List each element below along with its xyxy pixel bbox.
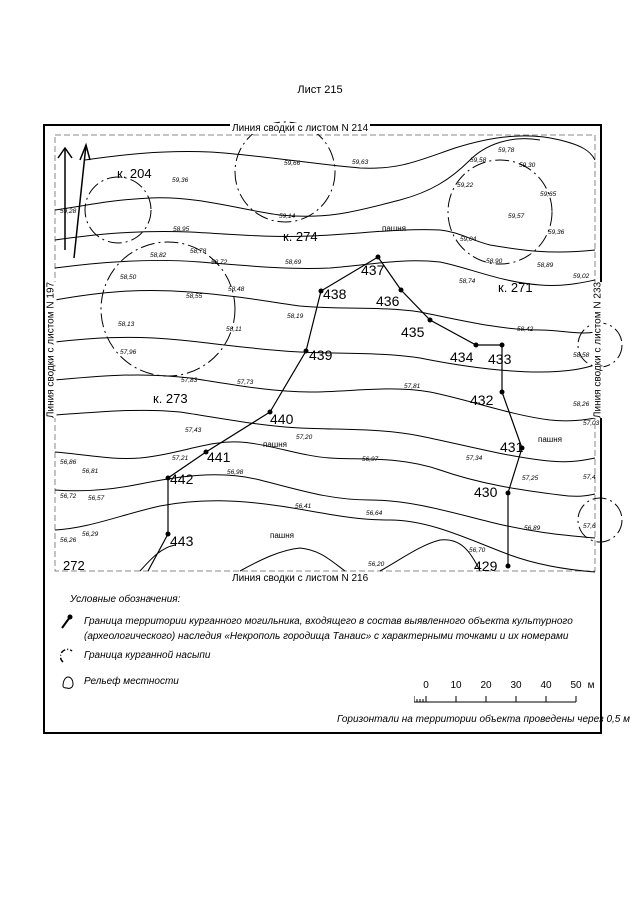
left-join-label: Линия сводки с листом N 197 [45, 281, 57, 419]
elevation: 57,03 [583, 420, 600, 427]
elevation: 59,14 [279, 213, 296, 220]
elevation: 58,58 [573, 352, 590, 359]
scale-tick-label: 30 [510, 680, 522, 691]
contour-interval-note: Горизонтали на территории объекта проведены через 0,5 м [336, 714, 630, 725]
elevation: 58,69 [285, 259, 302, 266]
point-label: 435 [401, 324, 425, 340]
point-label: 439 [309, 347, 333, 363]
legend-title: Условные обозначения: [70, 594, 181, 605]
field-label: пашня [270, 531, 294, 540]
elevation: 56,98 [227, 469, 244, 476]
mound-boundary [578, 498, 622, 542]
elevation: 58,95 [173, 226, 190, 233]
elevation: 59,36 [172, 177, 189, 184]
sheet-title: Лист 215 [297, 84, 343, 96]
elevation: 58,89 [537, 262, 554, 269]
elevation: 58,72 [211, 259, 228, 266]
elevation: 57,81 [404, 383, 421, 390]
elevation: 56,26 [60, 537, 77, 544]
elevation: 58,13 [118, 321, 135, 328]
elevation: 59,28 [60, 208, 77, 215]
mound-boundary [235, 122, 335, 222]
elevation: 59,04 [460, 236, 477, 243]
elevation: 56,64 [366, 510, 383, 517]
mound-symbol-icon [60, 648, 76, 664]
contour-line [55, 375, 595, 421]
point-label: 437 [361, 262, 385, 278]
elevation: 57,43 [185, 427, 202, 434]
scale-ruler [414, 692, 594, 712]
elevation: 59,57 [508, 213, 525, 220]
mound-boundary [448, 160, 552, 264]
elevation: 56,29 [82, 531, 99, 538]
elevation: 59,65 [540, 191, 557, 198]
relief-symbol-icon [60, 674, 76, 690]
elevation: 59,58 [470, 157, 487, 164]
quarter-label: к. 273 [153, 391, 188, 406]
elevation: 56,72 [60, 493, 77, 500]
point-label: 431 [500, 439, 524, 455]
bottom-join-label: Линия сводки с листом N 216 [232, 573, 369, 584]
boundary-symbol-icon [60, 614, 76, 630]
point-label: 441 [207, 449, 231, 465]
legend-boundary-text: Граница территории курганного могильника, входящего в состав выявленного объекта культурного (археологического) наследия «Некрополь городища Танаис» с характерными точками и их номерами [84, 616, 573, 642]
point-label: 436 [376, 293, 400, 309]
contour-line [55, 475, 595, 538]
elevation: 56,41 [295, 503, 312, 510]
elevation: 59,36 [548, 229, 565, 236]
elevation: 56,57 [88, 495, 105, 502]
point-label: 443 [170, 533, 194, 549]
contour-line [55, 501, 595, 572]
quarter-labels [63, 166, 533, 573]
quarter-label: 272 [63, 558, 85, 573]
legend-relief-text: Рельеф местности [84, 676, 179, 687]
point-label: 432 [470, 392, 494, 408]
elevation: 57,34 [466, 455, 483, 462]
elevation: 56,89 [524, 525, 541, 532]
scale-unit: м [587, 680, 595, 691]
elevation: 57,4 [583, 474, 596, 481]
point-label: 434 [450, 349, 474, 365]
point-label: 438 [323, 286, 347, 302]
contour-line [240, 548, 345, 571]
legend-mound-text: Граница курганной насыпи [84, 650, 211, 661]
elevation: 57,83 [181, 377, 198, 384]
elevation: 59,02 [573, 273, 590, 280]
scale-bar [414, 680, 594, 710]
elevation: 58,74 [459, 278, 476, 285]
scale-tick-label: 20 [480, 680, 492, 691]
elevation: 59,66 [284, 160, 301, 167]
field-label: пашня [263, 440, 287, 449]
elevation: 56,81 [82, 468, 99, 475]
elevation: 58,50 [120, 274, 137, 281]
elevation: 59,78 [498, 147, 515, 154]
elevation: 59,63 [352, 159, 369, 166]
boundary-point-labels [170, 262, 524, 574]
elevation: 57,20 [296, 434, 313, 441]
elevation: 58,82 [150, 252, 167, 259]
elevation: 58,11 [226, 326, 242, 333]
elevation: 56,97 [362, 456, 379, 463]
elevation: 56,20 [368, 561, 385, 568]
legend-boundary-row [60, 614, 584, 644]
elevation: 57,73 [237, 379, 254, 386]
object-boundary [148, 257, 522, 571]
elevation: 58,90 [486, 258, 503, 265]
north-arrow [58, 145, 90, 258]
point-label: 433 [488, 351, 512, 367]
field-label: пашня [538, 435, 562, 444]
elevation: 56,86 [60, 459, 77, 466]
legend-relief-row [60, 674, 179, 690]
quarter-label: к. 274 [283, 229, 318, 244]
scale-tick-label: 10 [450, 680, 462, 691]
right-join-label: Линия сводки с листом N 233 [592, 281, 604, 419]
scale-tick-label: 40 [540, 680, 552, 691]
field-label: пашня [382, 224, 406, 233]
elevation: 58,48 [228, 286, 245, 293]
elevation: 57,25 [522, 475, 539, 482]
elevation: 57,6 [583, 523, 596, 530]
elevation: 58,19 [287, 313, 304, 320]
point-label: 442 [170, 471, 194, 487]
contour-line [380, 540, 480, 571]
elevation: 59,30 [519, 162, 536, 169]
quarter-label: к. 271 [498, 280, 533, 295]
scale-tick-label: 0 [423, 680, 429, 691]
point-label: 430 [474, 484, 498, 500]
elevation: 58,26 [573, 401, 590, 408]
elevation: 58,78 [190, 248, 207, 255]
point-label: 440 [270, 411, 294, 427]
point-label: 429 [474, 558, 498, 574]
elevation: 57,96 [120, 349, 137, 356]
elevation: 56,70 [469, 547, 486, 554]
elevation: 58,42 [517, 326, 534, 333]
quarter-label: к. 204 [117, 166, 152, 181]
elevation: 59,22 [457, 182, 474, 189]
top-join-label: Линия сводки с листом N 214 [232, 123, 369, 134]
elevation: 58,55 [186, 293, 203, 300]
elevation: 57,21 [172, 455, 189, 462]
contour-line [55, 230, 595, 252]
scale-tick-label: 50 [570, 680, 582, 691]
legend-mound-row [60, 648, 210, 664]
